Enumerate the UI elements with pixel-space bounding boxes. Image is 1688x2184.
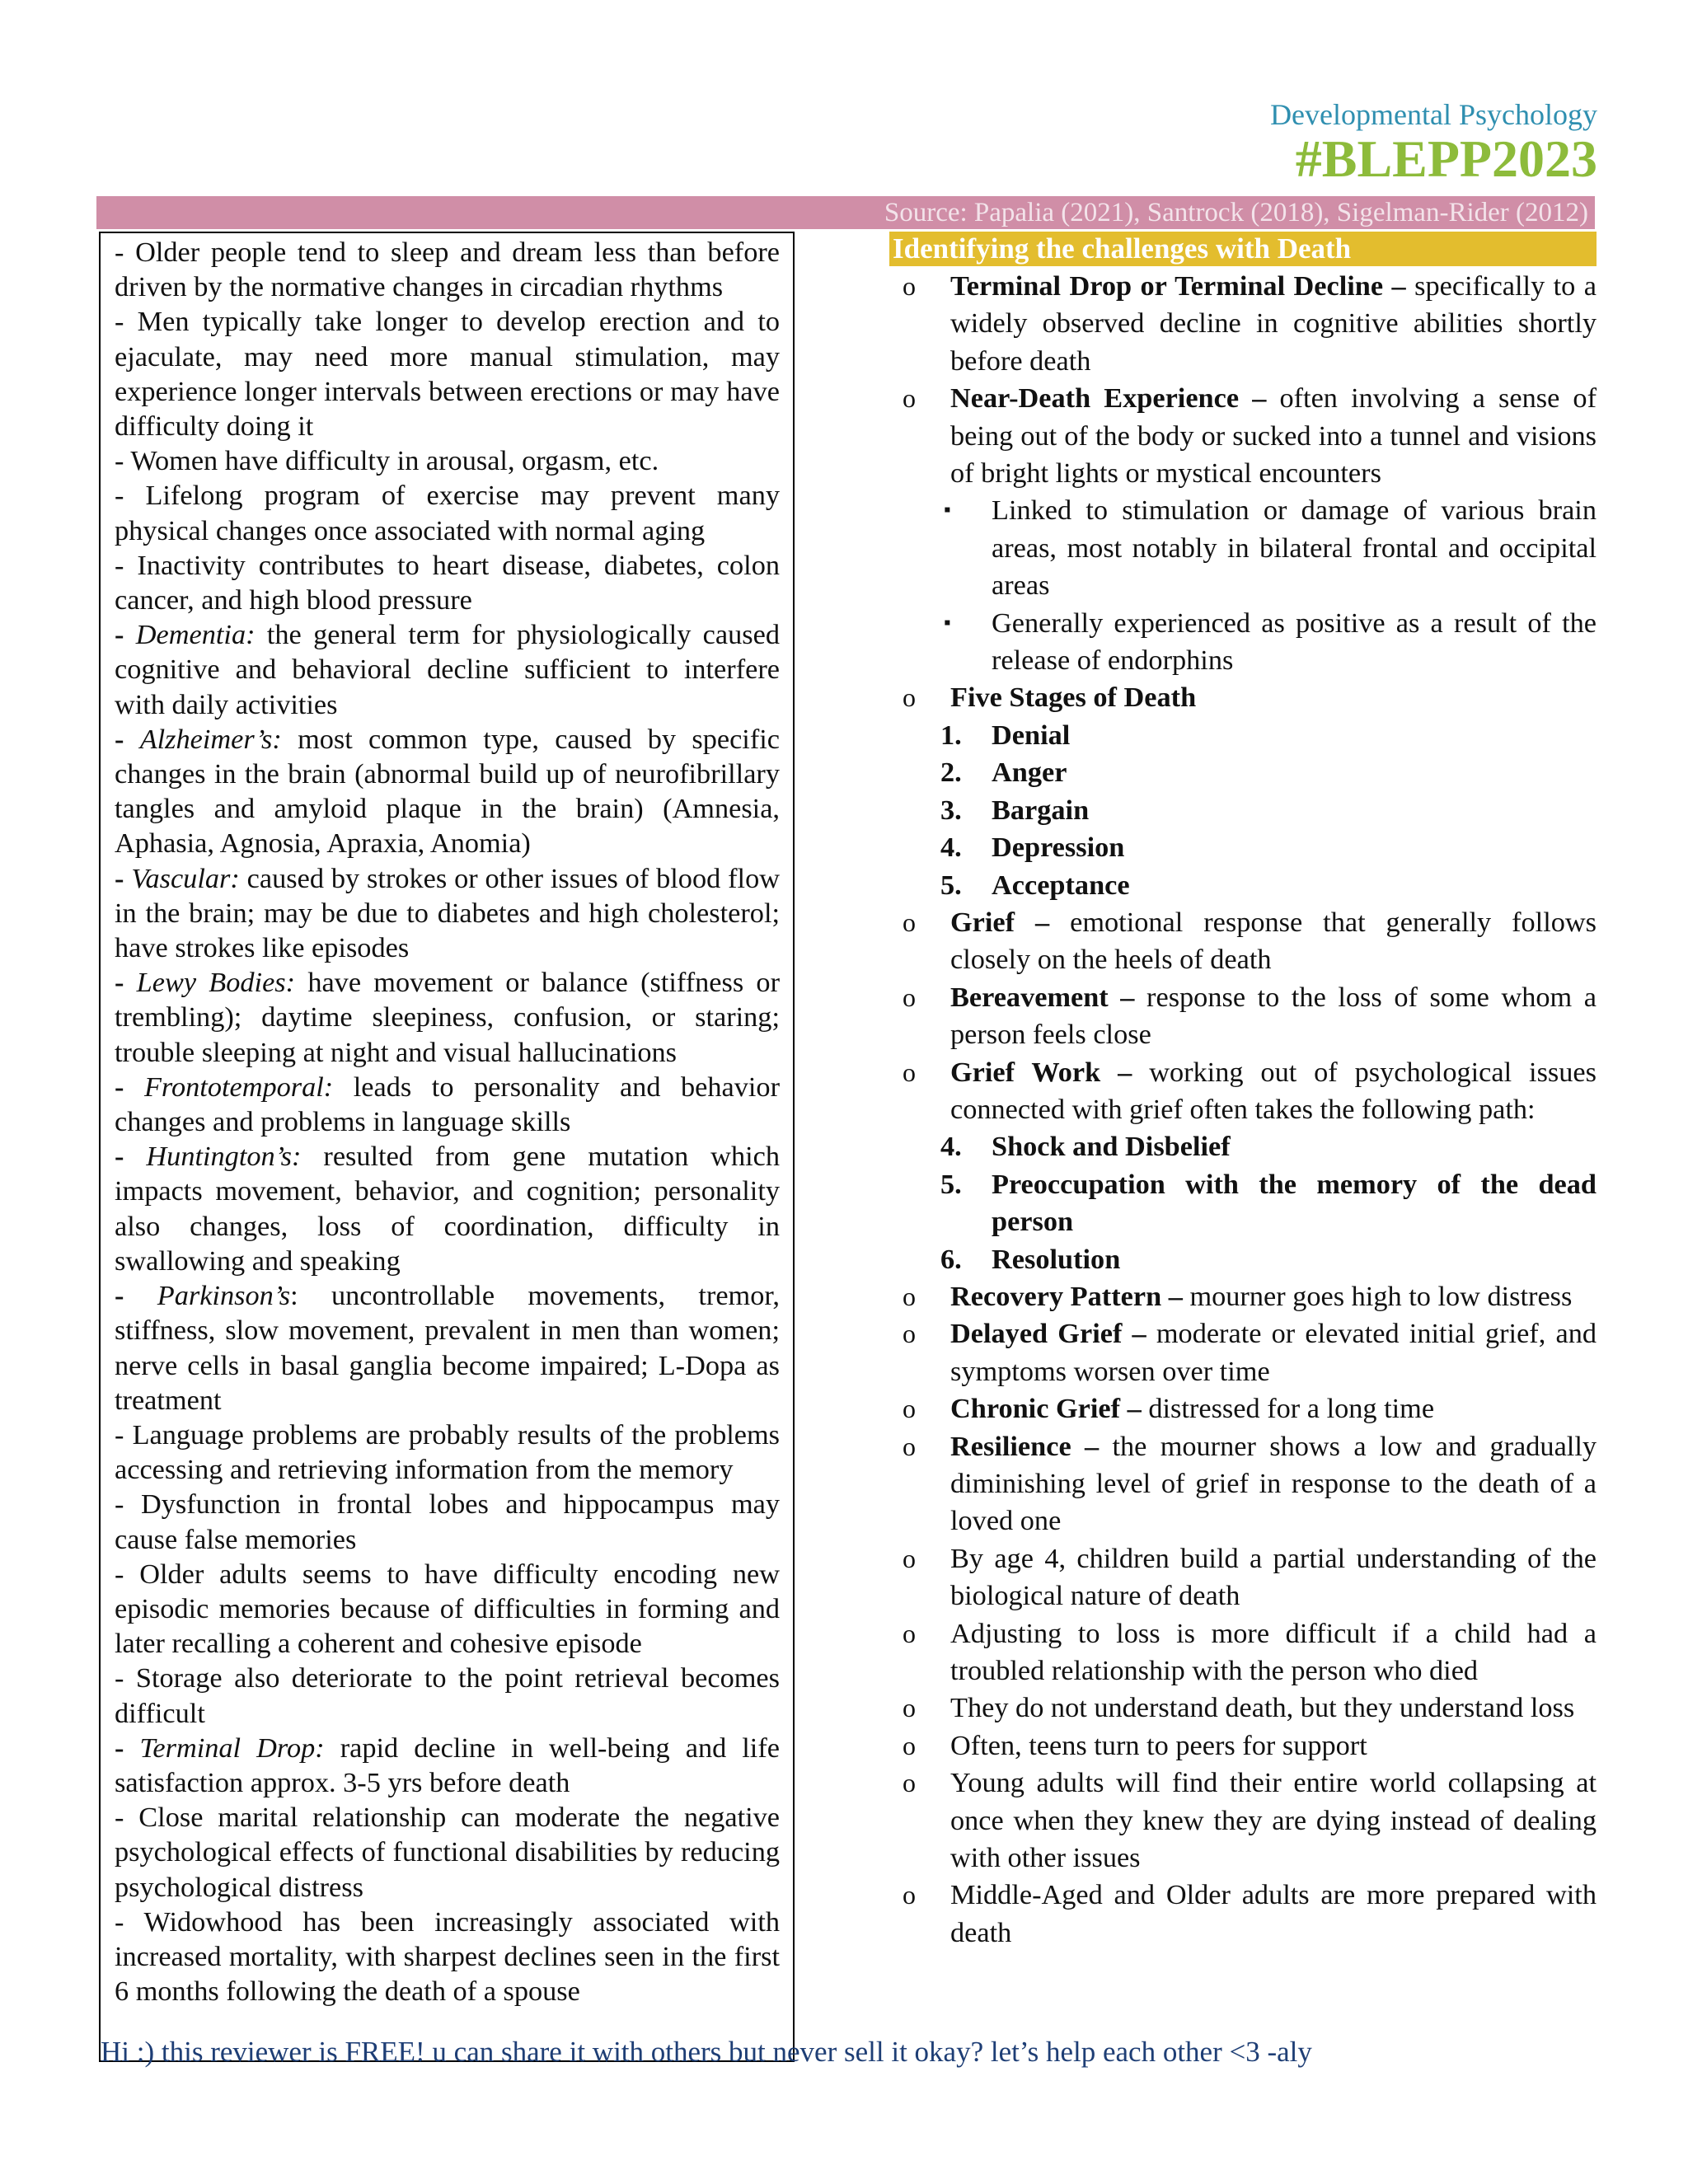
item-term: Chronic Grief –: [950, 1393, 1142, 1425]
note-text: : uncontrollable movements, tremor, stiffness, slow movement, prevalent in men than women; nerve cells in basal ganglia become impaired; L-Dopa as treatment: [115, 1280, 780, 1416]
bullet-item: [889, 679, 1597, 716]
item-text: emotional response that generally follows closely on the heels of death: [950, 906, 1597, 976]
note-term: Huntington’s:: [146, 1141, 302, 1173]
page-title-tag: #BLEPP2023: [1295, 129, 1597, 188]
circle-bullet-icon: o: [903, 1319, 916, 1349]
note-dash: -: [115, 1071, 144, 1103]
bullet-item: [889, 979, 1597, 1054]
bullet-item: [889, 268, 1597, 380]
right-notes-column: [889, 232, 1597, 1952]
numbered-item: [889, 717, 1597, 754]
sub-bullet-item: [889, 492, 1597, 604]
note-dash: -: [115, 1280, 157, 1312]
item-text: specifically to a widely observed decline in cognitive abilities shortly before death: [950, 270, 1597, 377]
circle-bullet-icon: o: [903, 1281, 916, 1311]
item-text: Adjusting to loss is more difficult if a child had a troubled relationship with the person who died: [950, 1617, 1597, 1687]
item-term: Terminal Drop or Terminal Decline –: [950, 270, 1406, 302]
circle-bullet-icon: o: [903, 1730, 916, 1760]
note-text: - Dysfunction in frontal lobes and hippocampus may cause false memories: [115, 1488, 780, 1555]
item-term: Five Stages of Death: [950, 682, 1197, 714]
note-term: Vascular:: [131, 862, 240, 894]
note-term: Parkinson’s: [157, 1280, 291, 1312]
item-text: Often, teens turn to peers for support: [950, 1729, 1367, 1761]
footer-note: Hi :) this reviewer is FREE! u can share it with others but never sell it okay? let’s help each other <3 -aly: [101, 2036, 1312, 2068]
item-text: By age 4, children build a partial understanding of the biological nature of death: [950, 1542, 1597, 1612]
note-dash: -: [115, 619, 136, 651]
item-term: Grief –: [950, 906, 1050, 938]
numbered-item: [889, 754, 1597, 791]
item-number: 6.: [940, 1243, 962, 1275]
bullet-item: [889, 1727, 1597, 1765]
numbered-item: [889, 1241, 1597, 1278]
circle-bullet-icon: o: [903, 1543, 916, 1573]
note-paragraph: [115, 861, 780, 966]
bullet-item: [889, 1428, 1597, 1540]
item-text: often involving a sense of being out of the body or sucked into a tunnel and visions of bright lights or mystical encounters: [950, 382, 1597, 490]
bullet-item: [889, 1054, 1597, 1129]
item-text: Depression: [992, 832, 1125, 864]
circle-bullet-icon: o: [903, 1431, 916, 1461]
bullet-item: [889, 1615, 1597, 1690]
numbered-item: [889, 829, 1597, 866]
note-paragraph: [115, 1731, 780, 1800]
sub-bullet-item: [889, 605, 1597, 680]
item-number: 1.: [940, 719, 962, 751]
circle-bullet-icon: o: [903, 1057, 916, 1087]
note-term: Lewy Bodies:: [136, 967, 296, 999]
item-text: response to the loss of some whom a person feels close: [950, 981, 1597, 1051]
note-text: most common type, caused by specific changes in the brain (abnormal build up of neurofibrillary tangles and amyloid plaque in the brain) (Amnesia, Aphasia, Agnosia, Apraxia, Anomia): [115, 723, 780, 860]
note-text: - Storage also deteriorate to the point retrieval becomes difficult: [115, 1662, 780, 1729]
note-term: Terminal Drop:: [139, 1732, 325, 1764]
numbered-item: [889, 867, 1597, 904]
note-text: - Men typically take longer to develop erection and to ejaculate, may need more manual stimulation, may experience longer intervals between erections or may have difficulty doing it: [115, 306, 780, 443]
source-text: Source: Papalia (2021), Santrock (2018), Sigelman-Rider (2012): [884, 198, 1588, 227]
item-text: Denial: [992, 719, 1071, 751]
note-text: - Women have difficulty in arousal, orgasm, etc.: [115, 445, 659, 477]
note-text: caused by strokes or other issues of blood flow in the brain; may be due to diabetes and high cholesterol; have strokes like episodes: [115, 862, 781, 964]
page-subtitle: Developmental Psychology: [1270, 98, 1597, 131]
left-notes-box: [99, 232, 795, 2062]
death-notes-list: [889, 268, 1597, 1952]
note-dash: -: [115, 1732, 140, 1764]
item-term: Grief Work –: [950, 1056, 1132, 1088]
circle-bullet-icon: o: [903, 682, 916, 713]
item-number: 3.: [940, 794, 962, 826]
note-text: the general term for physiologically caused cognitive and behavioral decline sufficient to interfere with daily activities: [115, 619, 780, 720]
source-bar: [96, 196, 1595, 229]
item-number: 5.: [940, 869, 962, 901]
note-text: - Language problems are probably results of the problems accessing and retrieving information from the memory: [115, 1418, 780, 1486]
bullet-item: [889, 1315, 1597, 1390]
bullet-item: [889, 1278, 1597, 1315]
note-dash: -: [115, 862, 132, 894]
note-text: rapid decline in well-being and life satisfaction approx. 3-5 yrs before death: [115, 1732, 780, 1798]
note-text: have movement or balance (stiffness or trembling); daytime sleepiness, confusion, or staring; trouble sleeping at night and visual hallucinations: [115, 967, 780, 1068]
item-number: 2.: [940, 757, 962, 789]
note-text: - Close marital relationship can moderate the negative psychological effects of functional disabilities by reducing psychological distress: [115, 1802, 780, 1903]
bullet-item: [889, 1877, 1597, 1952]
note-term: Dementia:: [135, 619, 256, 651]
section-header-death: Identifying the challenges with Death: [889, 232, 1597, 266]
item-text: Preoccupation with the memory of the dead person: [992, 1168, 1597, 1238]
note-paragraph: [115, 1418, 780, 1487]
note-text: - Widowhood has been increasingly associated with increased mortality, with sharpest declines seen in the first 6 months following the death of a spouse: [115, 1905, 780, 2008]
item-term: Near-Death Experience –: [950, 382, 1267, 415]
note-paragraph: [115, 478, 780, 547]
item-number: 4.: [940, 832, 962, 864]
item-number: 5.: [940, 1168, 962, 1200]
circle-bullet-icon: o: [903, 907, 916, 937]
note-paragraph: [115, 722, 780, 861]
note-text: - Older people tend to sleep and dream less than before driven by the normative changes in circadian rhythms: [115, 237, 780, 303]
circle-bullet-icon: o: [903, 1880, 916, 1910]
bullet-item: [889, 1765, 1597, 1877]
item-term: Resilience –: [950, 1430, 1100, 1462]
item-term: Delayed Grief –: [950, 1318, 1146, 1350]
square-bullet-icon: ▪: [944, 499, 951, 522]
item-text: Young adults will find their entire world collapsing at once when they knew they are dying instead of dealing with other issues: [950, 1767, 1597, 1874]
note-paragraph: [115, 1661, 780, 1730]
item-text: working out of psychological issues connected with grief often takes the following path:: [950, 1056, 1597, 1125]
numbered-item: [889, 1166, 1597, 1241]
note-paragraph: [115, 965, 780, 1070]
item-text: They do not understand death, but they understand loss: [950, 1692, 1575, 1724]
bullet-item: [889, 1390, 1597, 1427]
note-paragraph: [115, 1070, 780, 1139]
item-term: Recovery Pattern –: [950, 1280, 1183, 1312]
note-paragraph: [115, 235, 780, 304]
note-text: - Older adults seems to have difficulty encoding new episodic memories because of difficulties in forming and later recalling a coherent and cohesive episode: [115, 1558, 780, 1660]
note-text: - Inactivity contributes to heart disease, diabetes, colon cancer, and high blood pressure: [115, 549, 780, 616]
note-term: Alzheimer’s:: [139, 723, 282, 755]
note-term: Frontotemporal:: [143, 1071, 334, 1103]
item-text: Resolution: [992, 1243, 1121, 1275]
item-number: 4.: [940, 1131, 962, 1163]
circle-bullet-icon: o: [903, 1618, 916, 1648]
item-text: Generally experienced as positive as a result of the release of endorphins: [992, 607, 1597, 677]
note-dash: -: [115, 1141, 147, 1173]
note-paragraph: [115, 548, 780, 617]
note-paragraph: [115, 304, 780, 443]
note-dash: -: [115, 967, 137, 999]
circle-bullet-icon: o: [903, 271, 916, 301]
numbered-item: [889, 1128, 1597, 1165]
bullet-item: [889, 904, 1597, 979]
square-bullet-icon: ▪: [944, 612, 951, 634]
bullet-item: [889, 1540, 1597, 1615]
note-paragraph: [115, 1139, 780, 1278]
item-text: Linked to stimulation or damage of various brain areas, most notably in bilateral frontal and occipital areas: [992, 494, 1597, 602]
note-paragraph: [115, 617, 780, 722]
note-dash: -: [115, 723, 140, 755]
item-text: Acceptance: [992, 869, 1130, 901]
circle-bullet-icon: o: [903, 1394, 916, 1424]
item-text: Shock and Disbelief: [992, 1131, 1231, 1163]
item-text: the mourner shows a low and gradually diminishing level of grief in response to the death of a loved one: [950, 1430, 1597, 1537]
item-term: Bereavement –: [950, 981, 1135, 1013]
item-text: Anger: [992, 757, 1067, 789]
circle-bullet-icon: o: [903, 1693, 916, 1723]
circle-bullet-icon: o: [903, 1768, 916, 1798]
item-text: Bargain: [992, 794, 1090, 826]
item-text: distressed for a long time: [1141, 1393, 1435, 1425]
numbered-item: [889, 792, 1597, 829]
note-paragraph: [115, 1487, 780, 1556]
circle-bullet-icon: o: [903, 982, 916, 1012]
item-text: moderate or elevated initial grief, and symptoms worsen over time: [950, 1318, 1597, 1387]
note-paragraph: [115, 1800, 780, 1905]
item-text: mourner goes high to low distress: [1182, 1280, 1573, 1312]
note-text: resulted from gene mutation which impacts movement, behavior, and cognition; personality also changes, loss of coordination, difficulty in swallowing and speaking: [115, 1141, 780, 1277]
note-paragraph: [115, 1278, 780, 1418]
bullet-item: [889, 380, 1597, 492]
bullet-item: [889, 1690, 1597, 1727]
circle-bullet-icon: o: [903, 383, 916, 414]
note-text: leads to personality and behavior changes and problems in language skills: [115, 1071, 780, 1138]
note-paragraph: [115, 443, 780, 478]
note-paragraph: [115, 1557, 780, 1661]
note-paragraph: [115, 1905, 780, 2009]
note-text: - Lifelong program of exercise may prevent many physical changes once associated with normal aging: [115, 480, 780, 546]
item-text: Middle-Aged and Older adults are more prepared with death: [950, 1879, 1597, 1948]
